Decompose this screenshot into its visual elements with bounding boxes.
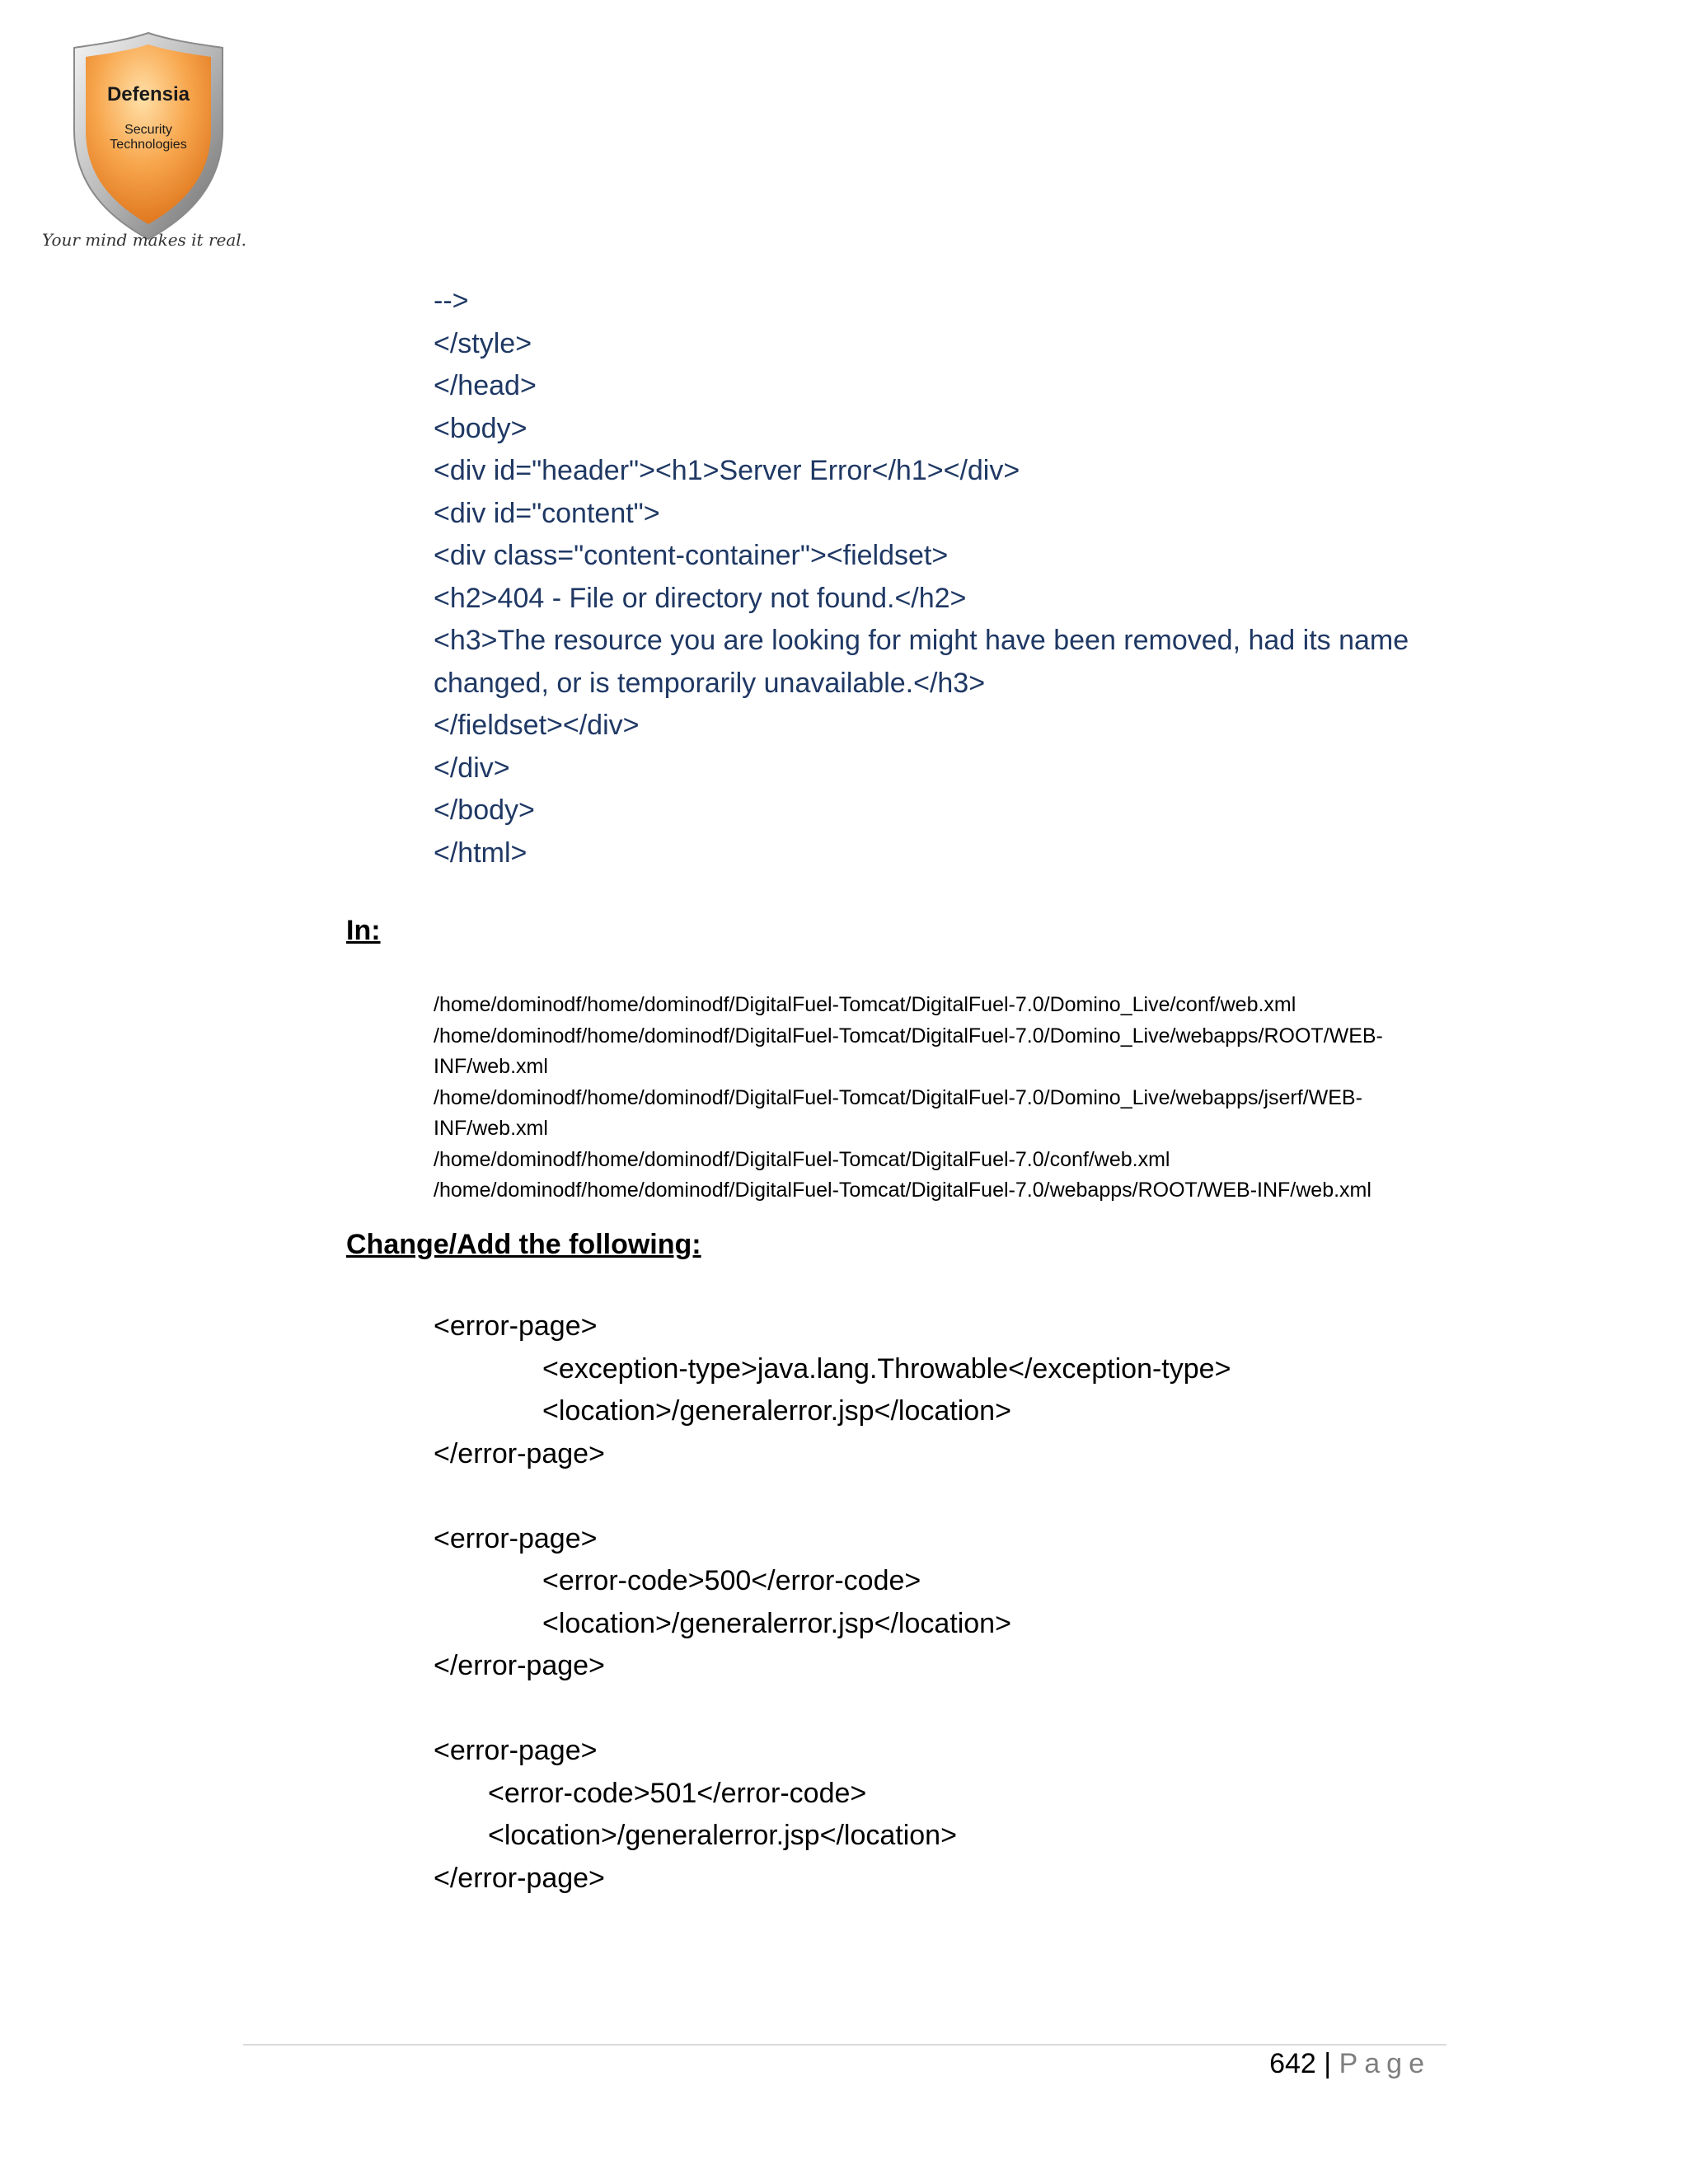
xml-line: <error-page> — [434, 1522, 598, 1554]
xml-line: <exception-type>java.lang.Throwable</exception-type> — [542, 1352, 1231, 1385]
code-line: <h3>The resource you are looking for might have been removed, had its name — [434, 625, 1409, 656]
code-line: <body> — [434, 412, 528, 444]
code-line: <div id="header"><h1>Server Error</h1></div> — [434, 455, 1020, 486]
xml-line: <location>/generalerror.jsp</location> — [542, 1395, 1011, 1427]
code-line: <div id="content"> — [434, 497, 660, 529]
xml-config-block — [434, 1305, 1231, 1900]
xml-line: <location>/generalerror.jsp</location> — [488, 1820, 957, 1851]
change-heading: Change/Add the following: — [346, 1229, 701, 1260]
logo-sub1: Security — [124, 123, 172, 137]
xml-line: <error-page> — [434, 1735, 598, 1766]
code-line: </body> — [434, 794, 535, 826]
xml-line: <location>/generalerror.jsp</location> — [542, 1607, 1011, 1639]
shield-logo-icon — [41, 31, 247, 262]
code-line: <div class="content-container"><fieldset> — [434, 540, 949, 571]
xml-line: </error-page> — [434, 1437, 605, 1469]
code-line: </style> — [434, 327, 532, 359]
file-path-line: /home/dominodf/home/dominodf/DigitalFuel-Tomcat/DigitalFuel-7.0/conf/web.xml — [434, 1147, 1170, 1171]
page-footer — [1269, 2048, 1431, 2080]
file-path-line: /home/dominodf/home/dominodf/DigitalFuel-Tomcat/DigitalFuel-7.0/Domino_Live/webapps/ROOT/WEB- — [434, 1024, 1383, 1047]
logo-tagline: Your mind makes it real. — [41, 230, 247, 250]
xml-line: <error-code>500</error-code> — [542, 1565, 921, 1596]
code-line: </head> — [434, 370, 537, 401]
file-path-line: /home/dominodf/home/dominodf/DigitalFuel-Tomcat/DigitalFuel-7.0/webapps/ROOT/WEB-INF/web.xml — [434, 1179, 1372, 1202]
page-label: Page — [1339, 2048, 1431, 2079]
file-path-line: /home/dominodf/home/dominodf/DigitalFuel-Tomcat/DigitalFuel-7.0/Domino_Live/conf/web.xml — [434, 993, 1296, 1016]
file-path-line: INF/web.xml — [434, 1117, 548, 1140]
code-line: </div> — [434, 752, 510, 784]
file-path-line: INF/web.xml — [434, 1055, 548, 1078]
file-path-list — [434, 990, 1406, 1207]
code-line: </html> — [434, 837, 528, 869]
code-line: <h2>404 - File or directory not found.</h2> — [434, 582, 967, 614]
company-logo — [41, 31, 247, 262]
code-line: --> — [434, 285, 469, 316]
footer-separator: | — [1324, 2048, 1332, 2079]
xml-line: </error-page> — [434, 1862, 605, 1894]
code-line: changed, or is temporarily unavailable.</h3> — [434, 667, 986, 699]
xml-line — [434, 1688, 1231, 1731]
xml-line: </error-page> — [434, 1650, 605, 1681]
xml-line: <error-page> — [434, 1310, 598, 1342]
logo-brand: Defensia — [106, 83, 190, 105]
code-line: </fieldset></div> — [434, 710, 640, 741]
page-number: 642 — [1269, 2048, 1316, 2079]
logo-sub2: Technologies — [110, 138, 187, 152]
html-code-block — [434, 280, 1409, 874]
file-path-line: /home/dominodf/home/dominodf/DigitalFuel-Tomcat/DigitalFuel-7.0/Domino_Live/webapps/jserf/WEB- — [434, 1085, 1362, 1109]
footer-divider — [243, 2044, 1447, 2046]
xml-line — [434, 1475, 1231, 1518]
in-heading: In: — [346, 915, 381, 946]
xml-line: <error-code>501</error-code> — [488, 1777, 867, 1809]
